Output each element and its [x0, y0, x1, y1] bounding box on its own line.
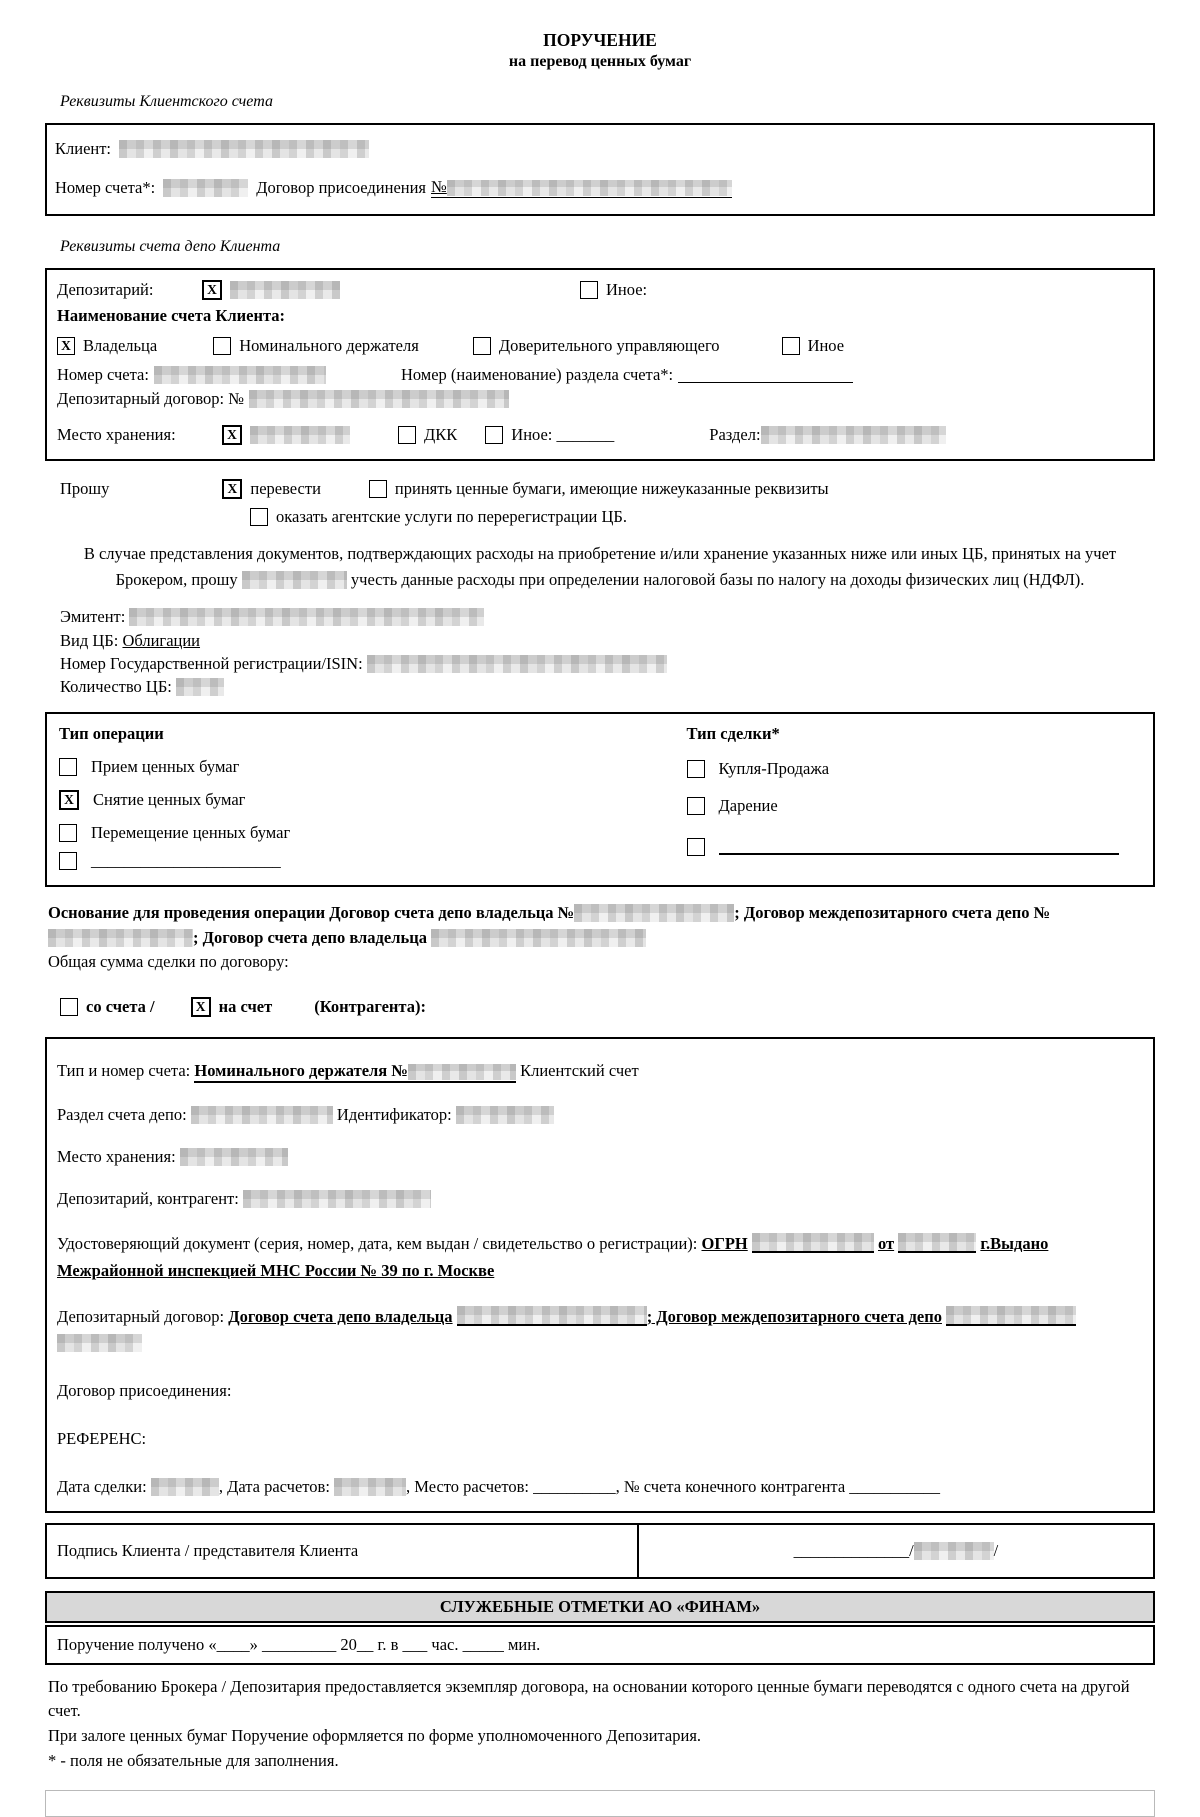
basis-text2: ; Договор междепозитарного счета депо №	[734, 902, 1051, 922]
cp-settle-date-label: , Дата расчетов:	[218, 1476, 330, 1496]
cp-id-label: Идентификатор:	[336, 1105, 452, 1125]
signature-name-redacted	[914, 1542, 994, 1560]
cp-joining-label: Договор присоединения:	[57, 1380, 232, 1400]
quantity-redacted	[176, 678, 224, 696]
cp-razdel-redacted	[191, 1106, 333, 1124]
depo-agreement-label: Депозитарный договор: №	[57, 389, 244, 408]
footnote-2: При залоге ценных бумаг Поручение оформляется по форме уполномоченного Депозитария.	[48, 1726, 702, 1746]
client-account-row	[55, 177, 1145, 198]
cp-type-row	[57, 1061, 1143, 1083]
emitent-redacted	[129, 608, 484, 626]
accept-checkbox[interactable]	[369, 480, 387, 498]
deal-column	[687, 724, 1141, 871]
client-label: Клиент:	[55, 139, 112, 158]
from-account-checkbox[interactable]	[60, 998, 78, 1016]
to-account-checkbox[interactable]: X	[191, 997, 211, 1017]
joining-agreement-number-line	[431, 177, 732, 198]
signature-label: Подпись Клиента / представителя Клиента	[57, 1540, 359, 1560]
section-number-blank	[678, 367, 853, 383]
from-account-label: со счета /	[86, 997, 155, 1017]
service-marks-header: СЛУЖЕБНЫЕ ОТМЕТКИ АО «ФИНАМ»	[45, 1591, 1155, 1623]
kind-label: Вид ЦБ:	[60, 630, 119, 650]
trustee-label: Доверительного управляющего	[498, 336, 720, 355]
storage-other-label: Иное: _______	[511, 425, 615, 444]
cp-reference-label: РЕФЕРЕНС:	[57, 1428, 147, 1448]
depo-agreement-redacted	[249, 390, 509, 408]
cp-document-row	[57, 1231, 1143, 1284]
name-other-checkbox[interactable]	[782, 337, 800, 355]
op-receive-label: Прием ценных бумаг	[91, 756, 240, 776]
depo-section-heading: Реквизиты счета депо Клиента	[60, 238, 281, 255]
storage-label: Место хранения:	[57, 425, 176, 444]
cp-agreement-redacted2	[946, 1306, 1076, 1326]
kind-value: Облигации	[122, 630, 201, 650]
owner-checkbox[interactable]: X	[57, 337, 75, 355]
basis-total-label: Общая сумма сделки по договору:	[48, 952, 289, 972]
document-title: ПОРУЧЕНИЕ	[543, 30, 657, 50]
depositary-other-checkbox[interactable]	[580, 281, 598, 299]
received-line: Поручение получено «____» _________ 20__ г. в ___ час. _____ мин.	[57, 1634, 541, 1654]
client-section-heading: Реквизиты Клиентского счета	[60, 93, 273, 110]
emitent-label: Эмитент:	[60, 607, 126, 627]
accept-label: принять ценные бумаги, имеющие нижеуказанные реквизиты	[394, 479, 829, 498]
cp-storage-redacted	[180, 1148, 288, 1166]
counterparty-box	[45, 1037, 1155, 1513]
cp-storage-row	[57, 1147, 1143, 1167]
cp-agreement-v1: Договор счета депо владельца	[228, 1306, 453, 1326]
razdel-redacted	[761, 426, 946, 444]
operation-column	[59, 724, 687, 871]
deal-gift-label: Дарение	[718, 795, 778, 815]
footnote-1: По требованию Брокера / Депозитария предоставляется экземпляр договора, на основании которого ценные бумаги переводятся с одного счета на другой счет.	[48, 1676, 1130, 1721]
deal-gift-checkbox[interactable]	[687, 797, 705, 815]
storage-checkbox[interactable]: X	[222, 425, 242, 445]
cp-document-ot: от	[877, 1234, 895, 1254]
cp-storage-label: Место хранения:	[57, 1147, 176, 1167]
operation-type-box	[45, 712, 1155, 887]
deal-buy-sell-label: Купля-Продажа	[718, 758, 830, 778]
cp-agreement-label: Депозитарный договор:	[57, 1306, 225, 1326]
direction-row	[60, 997, 1140, 1017]
deal-heading: Тип сделки*	[686, 723, 780, 743]
quantity-label: Количество ЦБ:	[60, 677, 172, 697]
cp-dates-tail: , Место расчетов: __________, № счета конечного контрагента ___________	[406, 1476, 941, 1496]
cp-type-value: Номинального держателя №	[194, 1061, 408, 1081]
op-move-label: Перемещение ценных бумаг	[91, 822, 291, 842]
depo-account-box	[45, 268, 1155, 461]
cp-joining-row	[57, 1381, 1143, 1401]
signature-line	[639, 1525, 1153, 1577]
isin-label: Номер Государственной регистрации/ISIN:	[60, 654, 363, 673]
cp-ogrn-date-redacted	[898, 1233, 976, 1253]
ndfl-note-line2-end: учесть данные расходы при определении налоговой базы по налогу на доходы физических лиц (НДФЛ).	[350, 569, 1085, 589]
joining-agreement-redacted	[447, 180, 732, 196]
cp-agreement-redacted1	[457, 1306, 647, 1326]
owner-label: Владельца	[83, 336, 158, 355]
cp-depositary-redacted	[243, 1190, 431, 1208]
dkk-checkbox[interactable]	[398, 426, 416, 444]
basis-text1: Основание для проведения операции Договор счета депо владельца №	[48, 902, 575, 922]
account-name-options-row	[57, 336, 1143, 356]
deal-buy-sell-checkbox[interactable]	[687, 760, 705, 778]
transfer-checkbox[interactable]: X	[222, 479, 242, 499]
cp-reference-row	[57, 1429, 1143, 1449]
received-box	[45, 1625, 1155, 1665]
client-row	[55, 139, 1145, 159]
nominal-holder-label: Номинального держателя	[239, 336, 419, 355]
cp-deal-date-redacted	[151, 1478, 219, 1496]
op-receive-checkbox[interactable]	[59, 758, 77, 776]
operation-heading: Тип операции	[59, 723, 164, 743]
cp-agreement-redacted3	[57, 1334, 142, 1352]
cp-ogrn-redacted	[752, 1233, 874, 1253]
cp-razdel-row	[57, 1105, 1143, 1125]
op-other-blank: _______________________	[91, 850, 281, 870]
op-withdraw-checkbox[interactable]: X	[59, 790, 79, 810]
depositary-other-label: Иное:	[606, 280, 648, 299]
depositary-redacted	[230, 281, 340, 299]
signature-blank: ______________/	[793, 1540, 914, 1560]
cp-type-redacted	[408, 1064, 516, 1080]
depo-agreement-row	[57, 389, 1143, 409]
signature-slash: /	[993, 1540, 999, 1560]
basis-text3: ; Договор счета депо владельца	[193, 927, 427, 947]
empty-footer-box	[45, 1790, 1155, 1817]
cp-type-label: Тип и номер счета:	[57, 1061, 191, 1081]
agent-checkbox[interactable]	[250, 508, 268, 526]
trustee-checkbox[interactable]	[473, 337, 491, 355]
transfer-label: перевести	[250, 479, 321, 498]
cp-document-label: Удостоверяющий документ (серия, номер, дата, кем выдан / свидетельство о регистрации):	[57, 1234, 698, 1254]
agent-label: оказать агентские услуги по перерегистрации ЦБ.	[276, 507, 627, 526]
account-name-heading: Наименование счета Клиента:	[57, 306, 286, 325]
basis-redacted3	[431, 929, 646, 947]
storage-other-checkbox[interactable]	[485, 426, 503, 444]
cp-deal-date-label: Дата сделки:	[57, 1476, 147, 1496]
cp-agreement-row	[57, 1304, 1143, 1357]
to-account-label: на счет	[218, 997, 273, 1017]
ndfl-note-line1: В случае представления документов, подтверждающих расходы на приобретение и/или хранение указанных ниже или иных ЦБ, принятых на учет	[83, 544, 1117, 563]
client-name-redacted	[119, 140, 369, 158]
deal-other-blank	[719, 838, 1119, 855]
isin-redacted	[367, 655, 667, 673]
cp-dates-row	[57, 1477, 1143, 1497]
numero-sign: №	[431, 177, 447, 196]
storage-redacted	[250, 426, 350, 444]
account-number-redacted	[154, 366, 326, 384]
document-subtitle: на перевод ценных бумаг	[508, 53, 692, 70]
cp-document-ogrn: ОГРН	[701, 1234, 748, 1254]
counterparty-label: (Контрагента):	[314, 997, 426, 1017]
client-account-box	[45, 123, 1155, 216]
basis-redacted1	[574, 904, 734, 922]
cp-settle-date-redacted	[334, 1478, 406, 1496]
basis-redacted2	[48, 929, 193, 947]
name-other-label: Иное	[807, 336, 845, 355]
client-account-label: Номер счета*:	[55, 177, 156, 197]
account-number-row	[57, 365, 1143, 385]
account-number-label: Номер счета:	[57, 365, 149, 384]
cp-depositary-row	[57, 1189, 1143, 1209]
nominal-holder-checkbox[interactable]	[213, 337, 231, 355]
ndfl-note-line2-start: Брокером, прошу	[115, 569, 238, 589]
op-move-checkbox[interactable]	[59, 824, 77, 842]
section-number-label: Номер (наименование) раздела счета*:	[400, 365, 674, 384]
cp-razdel-label: Раздел счета депо:	[57, 1105, 187, 1125]
joining-agreement-label: Договор присоединения	[256, 177, 427, 197]
cp-type-suffix: Клиентский счет	[520, 1061, 639, 1081]
footnote-3: * - поля не обязательные для заполнения.	[48, 1750, 339, 1770]
ndfl-note-redacted	[242, 571, 347, 589]
cp-document-issued: г.Выдано	[980, 1234, 1049, 1254]
dkk-label: ДКК	[424, 425, 458, 444]
client-account-redacted	[163, 179, 248, 197]
request-row	[60, 479, 1140, 499]
depositary-checkbox[interactable]: X	[202, 280, 222, 300]
razdel-label: Раздел:	[709, 425, 761, 444]
footnotes	[48, 1675, 1152, 1774]
deal-other-checkbox[interactable]	[687, 838, 705, 856]
depositary-row	[57, 280, 1143, 300]
agent-row	[250, 507, 1140, 527]
signature-box	[45, 1523, 1155, 1579]
ndfl-note	[70, 541, 1130, 592]
op-other-checkbox[interactable]	[59, 852, 77, 870]
please-label: Прошу	[60, 479, 110, 498]
cp-document-issuer: Межрайонной инспекцией МНС России № 39 по г. Москве	[57, 1260, 495, 1280]
op-withdraw-label: Снятие ценных бумаг	[93, 789, 246, 809]
cp-id-redacted	[456, 1106, 554, 1124]
cp-depositary-label: Депозитарий, контрагент:	[57, 1189, 239, 1209]
basis-paragraph	[48, 901, 1152, 975]
cp-agreement-v2: ; Договор междепозитарного счета депо	[646, 1306, 942, 1326]
depositary-label: Депозитарий:	[57, 280, 154, 299]
storage-row	[57, 425, 1143, 445]
